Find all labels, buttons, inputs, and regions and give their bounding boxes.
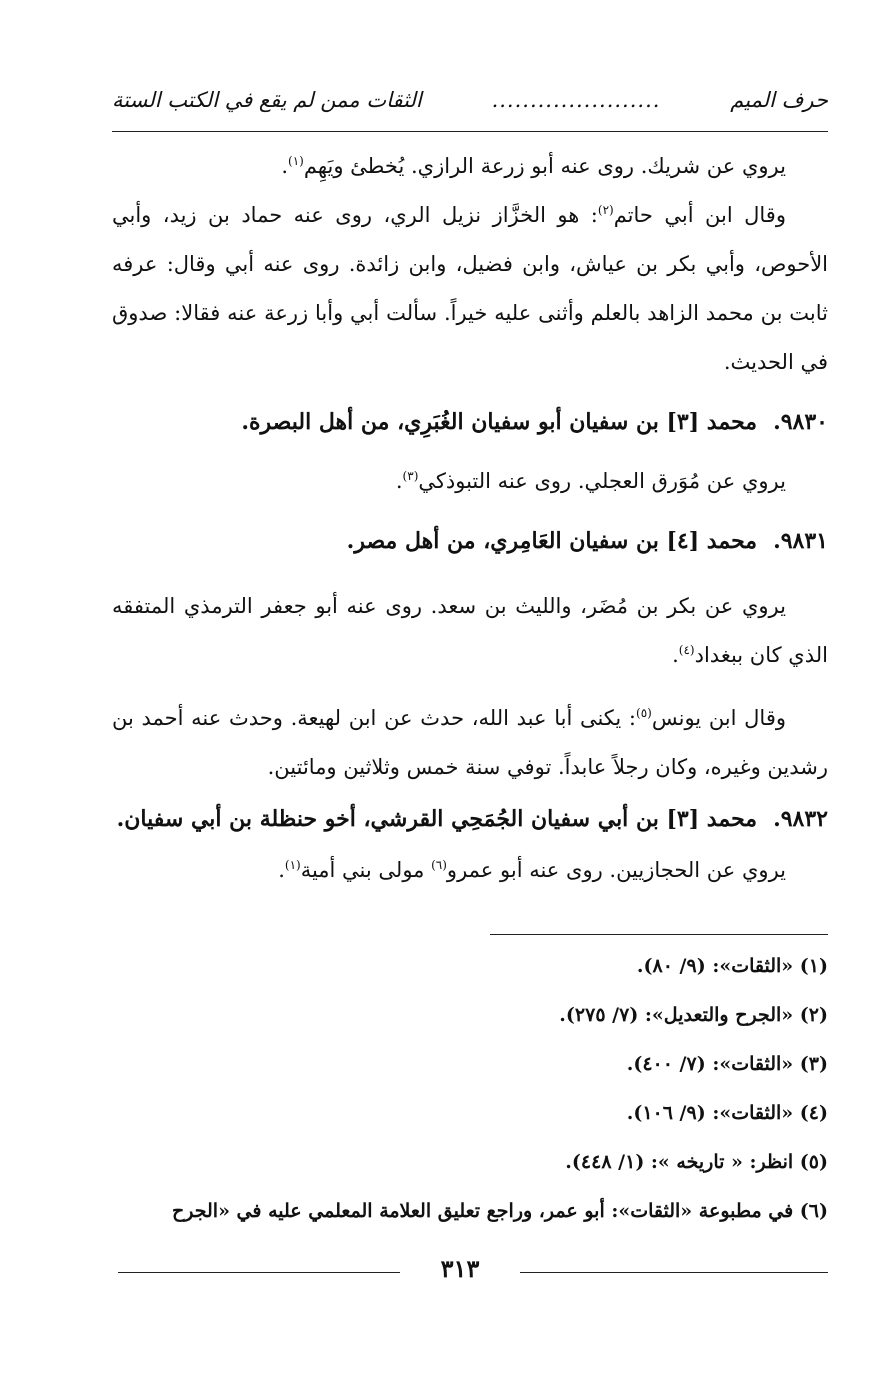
- footnote-ref: (١): [284, 858, 301, 872]
- paragraph-3: يروي عن مُوَرق العجلي. روى عنه التبوذكي$^{(٣)}$.: [395, 469, 786, 493]
- footnote-1: (١) «الثقات»: (٩/ ٨٠).: [636, 955, 828, 977]
- footer-rule-left: [118, 1272, 400, 1273]
- footer-rule-right: [520, 1272, 828, 1273]
- footnote-5: (٥) انظر: « تاريخه »: (١/ ٤٤٨).: [565, 1151, 828, 1173]
- footnote-ref: (٢): [597, 203, 614, 217]
- paragraph-2: وقال ابن أبي حاتم$^{(٢)}$: هو الخزَّاز نزيل الري، روى عنه حماد بن زيد، وأبي الأحوص، وأبي بكر بن عياش، وابن فضيل، وابن زائدة. روى عنه أبي وقال: عرفه ثابت بن محمد الزاهد بالعلم وأثنى عليه خيراً. سألت أبي وأبا زرعة عنه فقالا: صدوق في الحديث.: [112, 203, 828, 374]
- paragraph-5: وقال ابن يونس$^{(٥)}$: يكنى أبا عبد الله، حدث عن ابن لهيعة. وحدث عنه أحمد بن رشدين وغيره، وكان رجلاً عابداً. توفي سنة خمس وثلاثين ومائتين.: [112, 706, 828, 779]
- header-dots: ......................: [491, 88, 661, 112]
- entry-heading: محمد [٣] بن سفيان أبو سفيان الغُبَرِي، من أهل البصرة.: [241, 409, 758, 435]
- entry-9830: [112, 395, 828, 449]
- page-number: ٣١٣: [440, 1254, 480, 1283]
- entry-heading: محمد [٤] بن سفيان العَامِري، من أهل مصر.: [346, 528, 758, 554]
- paragraph-6: يروي عن الحجازيين. روى عنه أبو عمرو$^{(٦)}$ مولى بني أمية$^{(١)}$.: [278, 858, 786, 882]
- footnote-rule: [490, 934, 828, 935]
- paragraph-4: يروي عن بكر بن مُضَر، والليث بن سعد. روى عنه أبو جعفر الترمذي المتفقه الذي كان ببغداد$^{(٤)}$.: [112, 594, 828, 667]
- footnote-ref: (٥): [636, 706, 652, 720]
- running-header: [112, 88, 828, 112]
- footnote-6: (٦) في مطبوعة «الثقات»: أبو عمر، وراجع تعليق العلامة المعلمي عليه في «الجرح: [171, 1200, 828, 1222]
- paragraph-1: يروي عن شريك. روى عنه أبو زرعة الرازي. يُخطئ ويَهِم$^{(١)}$.: [281, 154, 786, 178]
- entry-heading: محمد [٣] بن أبي سفيان الجُمَحِي القرشي، أخو حنظلة بن أبي سفيان.: [116, 806, 758, 832]
- main-text: [112, 142, 828, 895]
- footnote-ref: (٣): [402, 469, 419, 483]
- page-footer: [118, 1252, 828, 1292]
- header-rule: [112, 131, 828, 132]
- footnote-ref: (٦): [431, 858, 447, 872]
- entry-number: ٩٨٣١.: [773, 528, 828, 554]
- footnote-2: (٢) «الجرح والتعديل»: (٧/ ٢٧٥).: [559, 1004, 828, 1026]
- entry-number: ٩٨٣٠.: [773, 409, 828, 435]
- footnotes: [112, 942, 828, 1236]
- header-book-title: الثقات ممن لم يقع في الكتب الستة: [112, 88, 422, 112]
- entry-9832: [112, 792, 828, 846]
- entry-number: ٩٨٣٢.: [773, 806, 828, 832]
- entry-9831: [112, 514, 828, 568]
- header-section: حرف الميم: [730, 88, 828, 112]
- footnote-ref: (٤): [678, 643, 695, 657]
- footnote-4: (٤) «الثقات»: (٩/ ١٠٦).: [626, 1102, 828, 1124]
- footnote-3: (٣) «الثقات»: (٧/ ٤٠٠).: [626, 1053, 828, 1075]
- footnote-ref: (١): [288, 154, 304, 168]
